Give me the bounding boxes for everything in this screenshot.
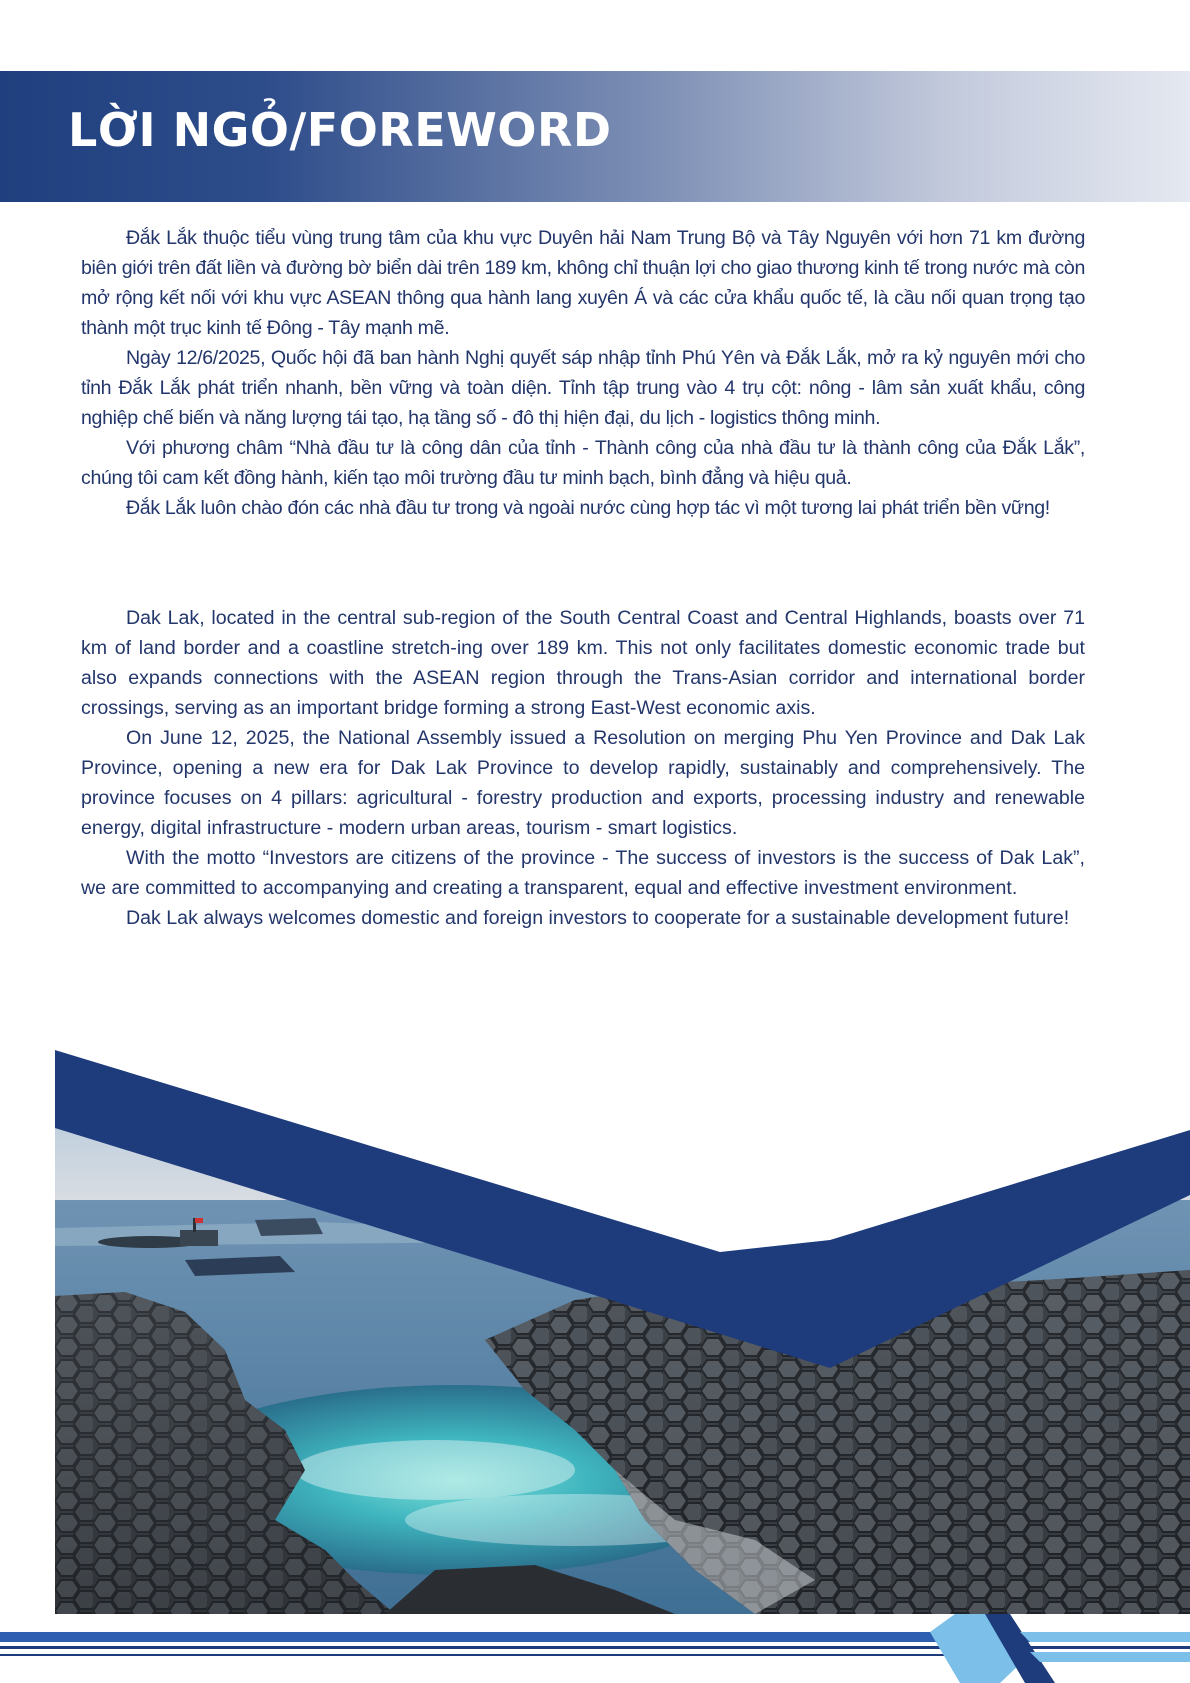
- footer-stripes: [0, 1614, 1190, 1683]
- coastal-landscape-image: [55, 1050, 1190, 1614]
- vi-paragraph: Với phương châm “Nhà đầu tư là công dân của tỉnh - Thành công của nhà đầu tư là thành công của Đắk Lắk”, chúng tôi cam kết đồng hành, kiến tạo môi trường đầu tư minh bạch, bình đẳng và hiệu quả.: [81, 437, 1085, 489]
- foreword-english: [81, 603, 1085, 933]
- en-paragraph: On June 12, 2025, the National Assembly issued a Resolution on merging Phu Yen Province and Dak Lak Province, opening a new era for Dak Lak Province to develop rapidly, sustainably and comprehensively. The province focuses on 4 pillars: agricultural - forestry production and exports, processing industry and renewable energy, digital infrastructure - modern urban areas, tourism - smart logistics.: [81, 727, 1085, 839]
- en-paragraph: Dak Lak always welcomes domestic and foreign investors to cooperate for a sustainable development future!: [126, 907, 1070, 929]
- vi-paragraph: Ngày 12/6/2025, Quốc hội đã ban hành Nghị quyết sáp nhập tỉnh Phú Yên và Đắk Lắk, mở ra kỷ nguyên mới cho tỉnh Đắk Lắk phát triển nhanh, bền vững và toàn diện. Tỉnh tập trung vào 4 trụ cột: nông - lâm sản xuất khẩu, công nghiệp chế biến và năng lượng tái tạo, hạ tầng số - đô thị hiện đại, du lịch - logistics thông minh.: [81, 347, 1085, 429]
- page-title: LỜI NGỎ/FOREWORD: [68, 103, 612, 157]
- foreword-vietnamese: [81, 223, 1085, 523]
- en-paragraph: With the motto “Investors are citizens of the province - The success of investors is the success of Dak Lak”, we are committed to accompanying and creating a transparent, equal and effective investment environment.: [81, 847, 1085, 899]
- vi-paragraph: Đắk Lắk luôn chào đón các nhà đầu tư trong và ngoài nước cùng hợp tác vì một tương lai phát triển bền vững!: [126, 497, 1050, 519]
- vi-paragraph: Đắk Lắk thuộc tiểu vùng trung tâm của khu vực Duyên hải Nam Trung Bộ và Tây Nguyên với hơn 71 km đường biên giới trên đất liền và đường bờ biển dài trên 189 km, không chỉ thuận lợi cho giao thương kinh tế trong nước mà còn mở rộng kết nối với khu vực ASEAN thông qua hành lang xuyên Á và các cửa khẩu quốc tế, là cầu nối quan trọng tạo thành một trục kinh tế Đông - Tây mạnh mẽ.: [81, 227, 1085, 339]
- en-paragraph: Dak Lak, located in the central sub-region of the South Central Coast and Central Highlands, boasts over 71 km of land border and a coastline stretch-ing over 189 km. This not only facilitates domestic economic trade but also expands connections with the ASEAN region through the Trans-Asian corridor and international border crossings, serving as an important bridge forming a strong East-West economic axis.: [81, 607, 1085, 719]
